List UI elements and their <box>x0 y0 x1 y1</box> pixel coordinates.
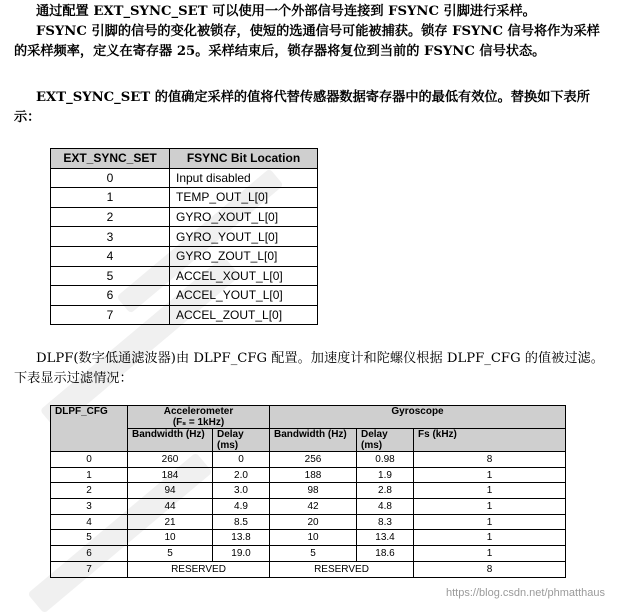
accel-bandwidth: 260 <box>128 452 213 468</box>
dlpf-table <box>50 405 566 578</box>
paragraph-dlpf-intro: DLPF(数字低通滤波器)由 DLPF_CFG 配置。加速度计和陀螺仪根据 DLPF_CFG 的值被过滤。下表显示过滤情况： <box>14 351 604 386</box>
fsync-bit-location: GYRO_ZOUT_L[0] <box>170 246 318 266</box>
accel-delay: 3.0 <box>213 483 270 499</box>
gyro-fs: 1 <box>414 514 566 530</box>
gyro-delay: 0.98 <box>357 452 414 468</box>
gyro-bandwidth: 20 <box>270 514 357 530</box>
ext-sync-value: 0 <box>51 168 170 188</box>
gyro-reserved: RESERVED <box>270 561 414 577</box>
table-row <box>51 499 566 515</box>
accel-delay: 2.0 <box>213 467 270 483</box>
table-row <box>51 530 566 546</box>
col-header-accel-delay: Delay (ms) <box>213 429 270 452</box>
accel-bandwidth: 21 <box>128 514 213 530</box>
col-header-fsync-bit: FSYNC Bit Location <box>170 149 318 169</box>
paragraph-ext-sync-set: EXT_SYNC_SET 的值确定采样的值将代替传感器数据寄存器中的最低有效位。替换如下表所示： <box>14 90 590 125</box>
table-row <box>51 305 318 325</box>
paragraph-fsync-intro: 通过配置 EXT_SYNC_SET 可以使用一个外部信号连接到 FSYNC 引脚进行采样。 <box>36 4 536 19</box>
dlpf-cfg-value: 7 <box>51 561 128 577</box>
col-header-gyro-fs: Fs (kHz) <box>414 429 566 452</box>
dlpf-cfg-value: 2 <box>51 483 128 499</box>
table-row <box>51 452 566 468</box>
dlpf-cfg-value: 5 <box>51 530 128 546</box>
dlpf-cfg-value: 4 <box>51 514 128 530</box>
gyro-bandwidth: 5 <box>270 546 357 562</box>
gyro-fs: 1 <box>414 467 566 483</box>
gyro-delay: 13.4 <box>357 530 414 546</box>
fsync-bit-location: ACCEL_XOUT_L[0] <box>170 266 318 286</box>
dlpf-cfg-value: 0 <box>51 452 128 468</box>
table-row <box>51 246 318 266</box>
dlpf-cfg-value: 1 <box>51 467 128 483</box>
table-row <box>51 467 566 483</box>
table-row <box>51 227 318 247</box>
accel-delay: 4.9 <box>213 499 270 515</box>
gyro-delay: 8.3 <box>357 514 414 530</box>
watermark-url: https://blog.csdn.net/phmatthaus <box>446 587 605 599</box>
fsync-bit-location: Input disabled <box>170 168 318 188</box>
col-header-gyro-bandwidth: Bandwidth (Hz) <box>270 429 357 452</box>
accel-bandwidth: 5 <box>128 546 213 562</box>
ext-sync-table <box>50 148 318 325</box>
col-header-accel-bandwidth: Bandwidth (Hz) <box>128 429 213 452</box>
ext-sync-value: 6 <box>51 286 170 306</box>
fsync-bit-location: GYRO_XOUT_L[0] <box>170 207 318 227</box>
ext-sync-value: 5 <box>51 266 170 286</box>
gyro-delay: 2.8 <box>357 483 414 499</box>
gyro-bandwidth: 10 <box>270 530 357 546</box>
gyro-fs: 8 <box>414 452 566 468</box>
ext-sync-value: 2 <box>51 207 170 227</box>
col-header-gyro-delay: Delay (ms) <box>357 429 414 452</box>
col-header-dlpf-cfg: DLPF_CFG <box>51 406 128 452</box>
ext-sync-value: 4 <box>51 246 170 266</box>
table-row <box>51 546 566 562</box>
accel-delay: 0 <box>213 452 270 468</box>
table-row <box>51 266 318 286</box>
accel-delay: 8.5 <box>213 514 270 530</box>
accel-bandwidth: 94 <box>128 483 213 499</box>
ext-sync-value: 1 <box>51 188 170 208</box>
accel-bandwidth: 10 <box>128 530 213 546</box>
gyro-delay: 4.8 <box>357 499 414 515</box>
ext-sync-value: 7 <box>51 305 170 325</box>
gyro-delay: 18.6 <box>357 546 414 562</box>
table-row <box>51 168 318 188</box>
accel-delay: 19.0 <box>213 546 270 562</box>
col-group-accelerometer <box>128 406 270 429</box>
accel-delay: 13.8 <box>213 530 270 546</box>
accel-group-subtitle: (Fₛ = 1kHz) <box>172 417 225 428</box>
paragraph-fsync-latch: FSYNC 引脚的信号的变化被锁存，使短的选通信号可能被捕获。锁存 FSYNC 信号将作为采样的采样频率，定义在寄存器 25。采样结束后，锁存器将复位到当前的 FSYNC 信号状态。 <box>14 24 600 59</box>
accel-reserved: RESERVED <box>128 561 270 577</box>
gyro-bandwidth: 98 <box>270 483 357 499</box>
gyro-fs: 1 <box>414 546 566 562</box>
col-header-ext-sync-set: EXT_SYNC_SET <box>51 149 170 169</box>
gyro-fs: 1 <box>414 499 566 515</box>
ext-sync-value: 3 <box>51 227 170 247</box>
table-row <box>51 188 318 208</box>
table-row <box>51 286 318 306</box>
gyro-bandwidth: 42 <box>270 499 357 515</box>
gyro-fs: 1 <box>414 483 566 499</box>
gyro-bandwidth: 256 <box>270 452 357 468</box>
accel-group-title: Accelerometer <box>163 406 234 417</box>
gyro-fs: 1 <box>414 530 566 546</box>
accel-bandwidth: 184 <box>128 467 213 483</box>
table-row <box>51 483 566 499</box>
fsync-bit-location: TEMP_OUT_L[0] <box>170 188 318 208</box>
fsync-bit-location: GYRO_YOUT_L[0] <box>170 227 318 247</box>
fsync-bit-location: ACCEL_YOUT_L[0] <box>170 286 318 306</box>
gyro-delay: 1.9 <box>357 467 414 483</box>
gyro-bandwidth: 188 <box>270 467 357 483</box>
table-row <box>51 514 566 530</box>
dlpf-cfg-value: 3 <box>51 499 128 515</box>
table-row-reserved <box>51 561 566 577</box>
gyro-fs: 8 <box>414 561 566 577</box>
table-row <box>51 207 318 227</box>
fsync-bit-location: ACCEL_ZOUT_L[0] <box>170 305 318 325</box>
dlpf-cfg-value: 6 <box>51 546 128 562</box>
accel-bandwidth: 44 <box>128 499 213 515</box>
col-group-gyroscope: Gyroscope <box>270 406 566 429</box>
